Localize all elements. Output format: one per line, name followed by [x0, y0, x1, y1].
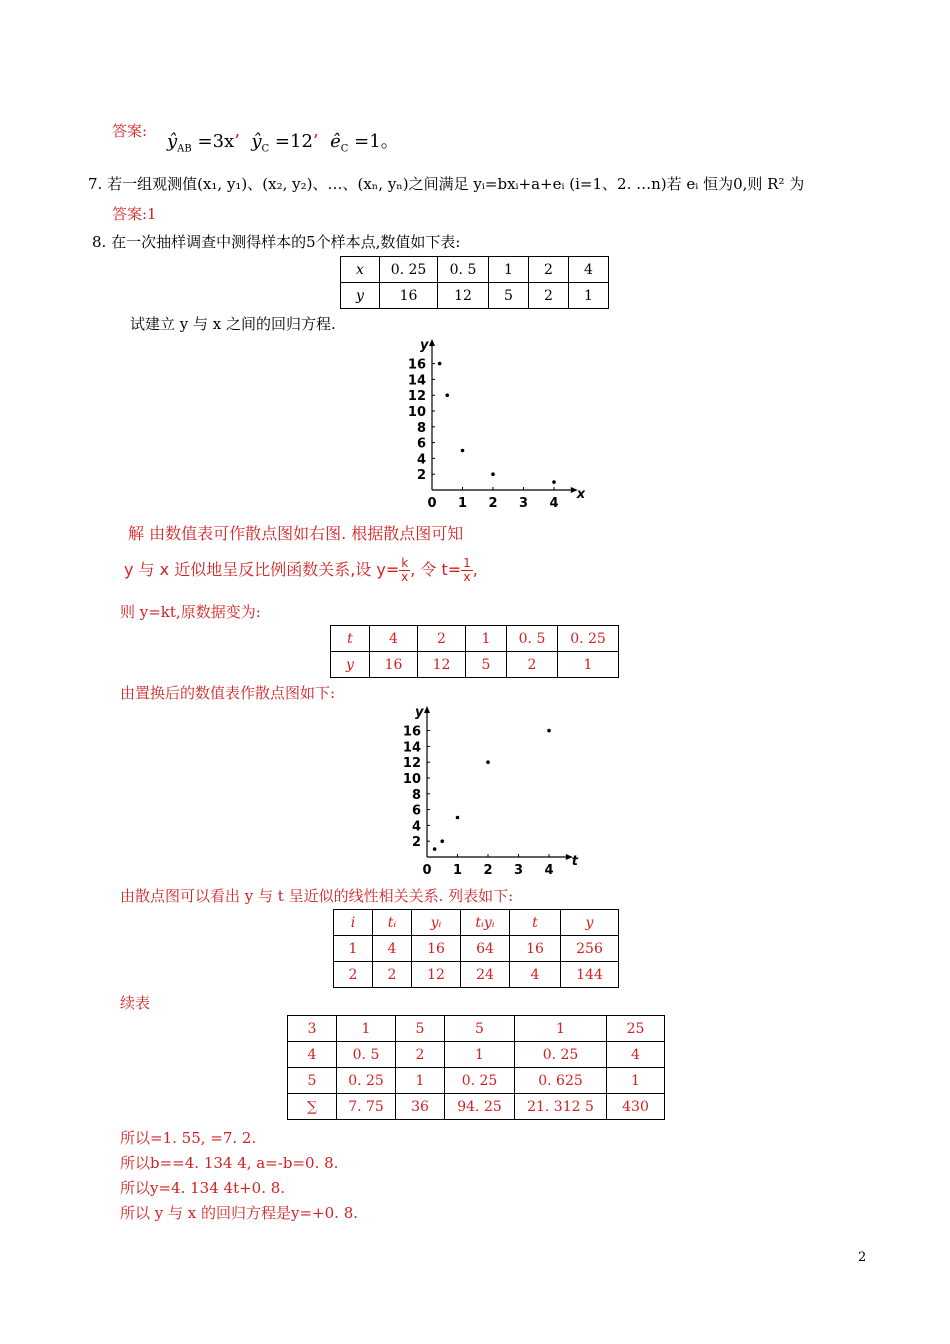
table-cell: 1	[445, 1042, 515, 1068]
table-cell: 0. 625	[515, 1068, 607, 1094]
table-cell: 0. 25	[558, 626, 619, 652]
table-cell: 5	[445, 1016, 515, 1042]
question-8: 8. 在一次抽样调查中测得样本的5个样本点,数值如下表:	[92, 233, 461, 251]
table-cell: 16	[412, 936, 461, 962]
table-cell: 7. 75	[337, 1094, 396, 1120]
data-point	[552, 480, 556, 484]
eC-sub: C	[340, 143, 349, 155]
page-number: 2	[858, 1250, 867, 1265]
table-cell: 21. 312 5	[515, 1094, 607, 1120]
table-cell: 5	[489, 283, 529, 309]
y-axis-arrow	[429, 339, 435, 346]
x-tick-label: 1	[452, 863, 463, 877]
data-point	[445, 393, 449, 397]
table-cell: 1	[515, 1016, 607, 1042]
sep1: ’	[234, 131, 240, 152]
table-row	[331, 652, 619, 678]
yC-symbol: ŷ	[251, 131, 262, 152]
solution-line-8: 所以b==4. 134 4, a=-b=0. 8.	[120, 1154, 339, 1172]
yAB-eq: =3x	[197, 131, 235, 152]
x-axis-label: x	[576, 487, 585, 502]
regression-table-continued	[287, 1015, 665, 1120]
answer-end: 。	[380, 131, 399, 152]
table-cell: 94. 25	[445, 1094, 515, 1120]
y-tick-label: 2	[411, 835, 421, 851]
data-point	[438, 362, 442, 366]
table-cell: 12	[418, 652, 466, 678]
table-cell: 2	[334, 962, 373, 988]
table-cell: 12	[412, 962, 461, 988]
y-tick-label: 14	[402, 740, 421, 756]
table-row	[288, 1042, 665, 1068]
eC-symbol: ê	[330, 131, 341, 152]
x-tick-label: 3	[518, 496, 529, 510]
frac-den: x	[401, 570, 409, 584]
table-cell: 1	[607, 1068, 665, 1094]
table-cell: 4	[373, 936, 412, 962]
yAB-sub: AB	[177, 143, 192, 155]
table-cell: 4	[510, 962, 561, 988]
yC-sub: C	[261, 143, 270, 155]
question-7: 7. 若一组观测值(x₁, y₁)、(x₂, y₂)、…、(xₙ, yₙ)之间满足 yᵢ=bxᵢ+a+eᵢ (i=1、2. …n)若 eᵢ 恒为0,则 R² 为	[88, 175, 805, 193]
table-cell: 0. 5	[438, 257, 489, 283]
solution-line-4: 由置换后的数值表作散点图如下:	[120, 684, 336, 702]
table-cell: 256	[561, 936, 619, 962]
data-point	[456, 816, 460, 820]
question-7-answer: 答案:1	[112, 205, 157, 223]
table-cell: 0. 25	[380, 257, 438, 283]
table-row	[334, 910, 619, 936]
table-cell: 2	[529, 283, 569, 309]
table-cell: 1	[334, 936, 373, 962]
solution-line-2-b: , 令 t=	[410, 560, 462, 579]
table-row	[331, 626, 619, 652]
table-cell: 0. 25	[337, 1068, 396, 1094]
scatter-chart-t-y	[395, 705, 580, 877]
data-point	[440, 839, 444, 843]
x-tick-label: 4	[549, 496, 559, 510]
table-row	[334, 936, 619, 962]
solution-line-2-a: y 与 x 近似地呈反比例函数关系,设 y=	[124, 560, 400, 579]
data-point	[486, 760, 490, 764]
solution-line-5: 由散点图可以看出 y 与 t 呈近似的线性相关关系. 列表如下:	[120, 887, 514, 905]
data-table-ty	[330, 625, 619, 678]
table-row	[334, 962, 619, 988]
table-cell: 36	[396, 1094, 445, 1120]
table-cell: 16	[510, 936, 561, 962]
data-table-xy	[340, 256, 609, 309]
table-cell: yᵢ	[430, 914, 442, 931]
table-cell: 1	[558, 652, 619, 678]
table-cell: 430	[607, 1094, 665, 1120]
table-cell: tᵢ	[387, 914, 397, 931]
fraction-1-over-x	[461, 557, 473, 584]
data-point	[547, 729, 551, 733]
table-cell: 2	[418, 626, 466, 652]
frac-num: 1	[463, 556, 471, 570]
y-tick-label: 4	[416, 452, 426, 468]
fraction-k-over-x	[399, 557, 410, 584]
x-tick-label: 0	[422, 863, 432, 877]
y-tick-label: 10	[407, 405, 426, 420]
regression-table	[333, 909, 619, 988]
table-cell: 0. 5	[507, 626, 558, 652]
table-cell: 0. 5	[337, 1042, 396, 1068]
table-cell: 1	[569, 283, 609, 309]
table-cell: ∑	[288, 1094, 337, 1120]
table-cell: 64	[461, 936, 510, 962]
y-tick-label: 6	[416, 436, 426, 452]
solution-line-10: 所以 y 与 x 的回归方程是y=+0. 8.	[120, 1204, 359, 1222]
y-tick-label: 16	[402, 724, 421, 740]
y-tick-label: 8	[411, 787, 421, 803]
x-tick-label: 2	[483, 863, 493, 877]
table-cell: t	[347, 630, 353, 647]
table-row	[288, 1094, 665, 1120]
table-cell: 4	[607, 1042, 665, 1068]
table-cell: 5	[288, 1068, 337, 1094]
data-point	[461, 449, 465, 453]
table-row	[341, 257, 609, 283]
table-cell: y	[585, 914, 594, 931]
solution-line-7: 所以=1. 55, =7. 2.	[120, 1129, 257, 1147]
table-cell: x	[356, 261, 364, 278]
y-tick-label: 8	[416, 420, 426, 436]
table-cell: 144	[561, 962, 619, 988]
table-row	[341, 283, 609, 309]
table-cell: 1	[489, 257, 529, 283]
yC-eq: =12	[274, 131, 313, 152]
table-cell: tᵢyᵢ	[475, 914, 495, 931]
table-cell: y	[346, 656, 354, 673]
table-cell: 0. 25	[515, 1042, 607, 1068]
x-tick-label: 4	[544, 863, 554, 877]
x-tick-label: 2	[488, 496, 498, 510]
table-cell: 2	[507, 652, 558, 678]
data-point	[433, 847, 437, 851]
scatter-chart-x-y	[400, 338, 585, 510]
solution-line-2-c: ,	[472, 560, 478, 579]
y-tick-label: 12	[407, 389, 426, 405]
y-tick-label: 10	[402, 772, 421, 787]
table-row	[288, 1068, 665, 1094]
frac-num: k	[401, 556, 409, 570]
yAB-symbol: ŷ	[167, 131, 178, 152]
answer-formula	[167, 127, 399, 155]
table-cell: y	[356, 287, 364, 304]
table-cell: 2	[529, 257, 569, 283]
table-cell: 4	[288, 1042, 337, 1068]
y-tick-label: 16	[407, 357, 426, 373]
table-cell: 4	[569, 257, 609, 283]
table-cell: 5	[466, 652, 507, 678]
y-axis-label: y	[420, 338, 429, 353]
eC-eq: =1	[354, 131, 381, 152]
data-point	[491, 472, 495, 476]
table-cell: 25	[607, 1016, 665, 1042]
y-axis-label: y	[415, 705, 424, 720]
table-cell: 1	[337, 1016, 396, 1042]
y-axis-arrow	[424, 706, 430, 713]
frac-den: x	[463, 570, 471, 584]
table-cell: 5	[396, 1016, 445, 1042]
table-cell: 2	[396, 1042, 445, 1068]
y-tick-label: 4	[411, 819, 421, 835]
table-cell: i	[350, 914, 356, 931]
table-cell: 2	[373, 962, 412, 988]
table-cell: 16	[380, 283, 438, 309]
table-cell: 1	[466, 626, 507, 652]
table-cell: 16	[370, 652, 418, 678]
solution-line-1: 解 由数值表可作散点图如右图. 根据散点图可知	[128, 524, 464, 543]
table-cell: 3	[288, 1016, 337, 1042]
table-cell: 24	[461, 962, 510, 988]
y-tick-label: 2	[416, 468, 426, 484]
y-tick-label: 6	[411, 803, 421, 819]
solution-line-3: 则 y=kt,原数据变为:	[120, 603, 261, 621]
table-cell: 0. 25	[445, 1068, 515, 1094]
x-tick-label: 1	[457, 496, 468, 510]
y-tick-label: 14	[407, 373, 426, 389]
table-row	[288, 1016, 665, 1042]
table-cell: t	[532, 914, 538, 931]
sep2: ’	[312, 131, 319, 152]
table-cell: 4	[370, 626, 418, 652]
continued-table-label: 续表	[120, 994, 151, 1012]
solution-line-9: 所以y=4. 134 4t+0. 8.	[120, 1179, 286, 1197]
x-axis-label: t	[571, 854, 578, 869]
solution-line-2	[124, 557, 478, 584]
table-cell: 12	[438, 283, 489, 309]
question-8-prompt: 试建立 y 与 x 之间的回归方程.	[130, 315, 336, 333]
table-cell: 1	[396, 1068, 445, 1094]
x-tick-label: 3	[513, 863, 524, 877]
answer-label: 答案:	[112, 122, 148, 140]
x-tick-label: 0	[427, 496, 437, 510]
y-tick-label: 12	[402, 756, 421, 772]
